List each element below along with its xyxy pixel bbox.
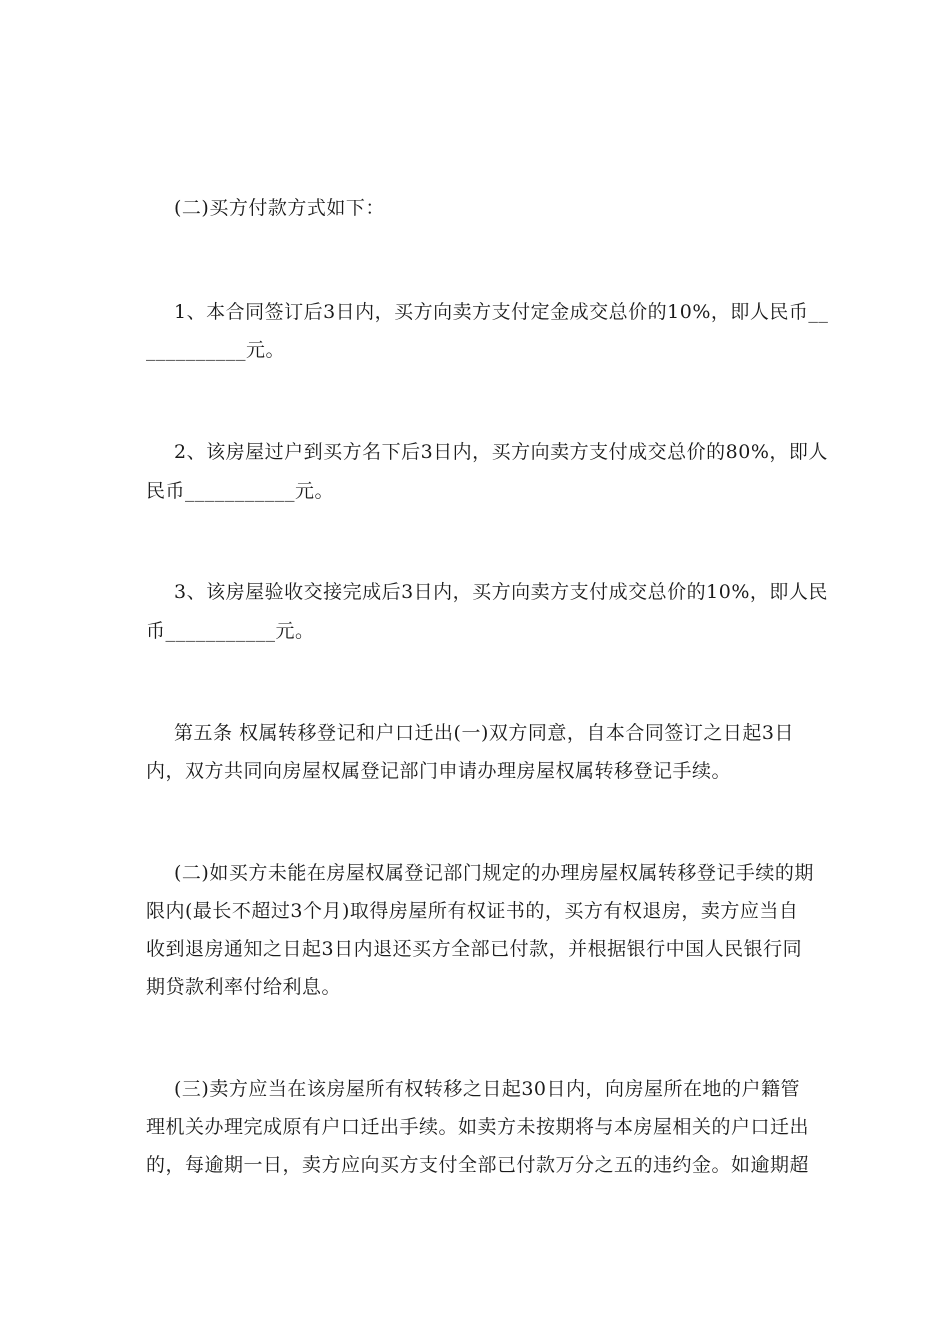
payment-method-heading: (二)买方付款方式如下： (174, 197, 385, 219)
payment-clause-3-line-1: 3、该房屋验收交接完成后3日内，买方向卖方支付成交总价的10%，即人民 (174, 581, 828, 603)
payment-clause-2-line-1: 2、该房屋过户到买方名下后3日内，买方向卖方支付成交总价的80%，即人 (174, 441, 828, 463)
clause-2-line-1: (二)如买方未能在房屋权属登记部门规定的办理房屋权属转移登记手续的期 (174, 862, 814, 884)
clause-3-line-2: 理机关办理完成原有户口迁出手续。如卖方未按期将与本房屋相关的户口迁出 (146, 1116, 810, 1138)
payment-clause-1-line-1: 1、本合同签订后3日内，买方向卖方支付定金成交总价的10%，即人民币__ (174, 301, 829, 323)
article-5-line-1: 第五条 权属转移登记和户口迁出(一)双方同意，自本合同签订之日起3日 (174, 722, 794, 744)
article-5-line-2: 内，双方共同向房屋权属登记部门申请办理房屋权属转移登记手续。 (146, 760, 732, 782)
clause-2-line-2: 限内(最长不超过3个月)取得房屋所有权证书的，买方有权退房，卖方应当自 (146, 900, 799, 922)
clause-3-line-1: (三)卖方应当在该房屋所有权转移之日起30日内，向房屋所在地的户籍管 (174, 1078, 801, 1100)
clause-3-line-3: 的，每逾期一日，卖方应向买方支付全部已付款万分之五的违约金。如逾期超 (146, 1154, 810, 1176)
payment-clause-3-line-2: 币___________元。 (146, 620, 315, 642)
payment-clause-1-line-2: __________元。 (146, 339, 286, 361)
payment-clause-2-line-2: 民币___________元。 (146, 480, 335, 502)
clause-2-line-4: 期贷款利率付给利息。 (146, 976, 342, 998)
clause-2-line-3: 收到退房通知之日起3日内退还买方全部已付款，并根据银行中国人民银行同 (146, 938, 803, 960)
